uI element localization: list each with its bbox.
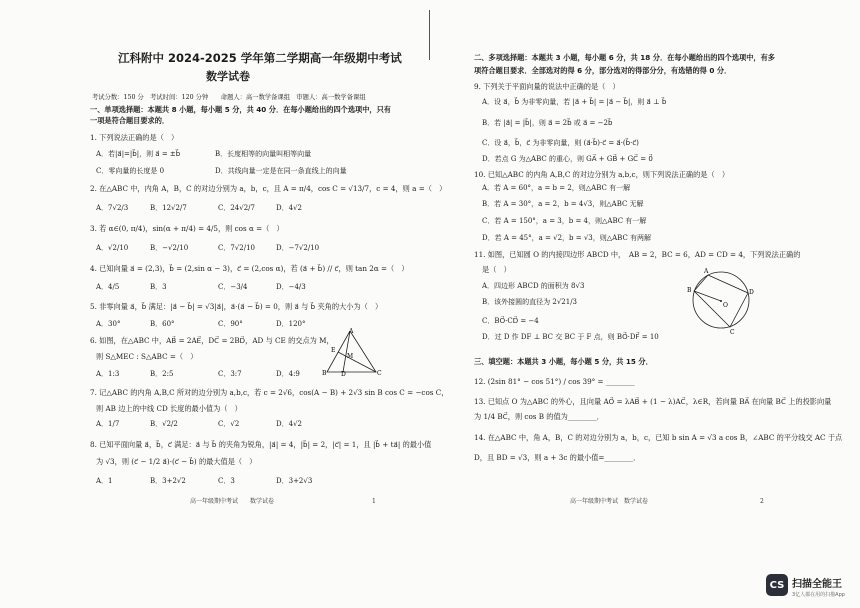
q11-option-b: B．该外接圆的直径为 2√21/3 [482,298,578,306]
q9-option-b: B．若 |a⃗| = |b⃗|，则 a⃗ = 2b⃗ 或 a⃗ = −2b⃗ [482,119,613,127]
camscanner-name: 扫描全能王 [792,579,842,590]
q2-option-a: A．7√2/3 [96,204,129,212]
page-1-number: 1 [372,498,376,505]
q11-option-c: C．BO⃗·CD⃗ = −4 [482,317,539,325]
label-b: B [687,287,692,294]
label-a: A [704,268,709,275]
q5-option-c: C．90° [218,320,243,328]
label-e: E [331,347,336,354]
q7-option-b: B．√2/2 [150,420,178,428]
q6-option-a: A．1:3 [96,370,120,378]
section-1-heading: 一、单项选择题：本题共 8 小题，每小题 5 分，共 40 分．在每小题给出的四个选项中，只有 [90,105,391,114]
q1-option-a: A．若|a⃗|=|b⃗|，则 a⃗ = ±b⃗ [96,150,181,158]
q5-option-a: A．30° [96,320,121,328]
q11-option-a: A．四边形 ABCD 的面积为 8√3 [482,282,585,290]
question-4: 4. 已知向量 a⃗ = (2,3)，b⃗ = (2,sin α − 3)，c⃗ = (2,cos α)，若 (a⃗ + b⃗) // c⃗，则 tan 2α =（ ） [90,264,409,273]
q8-option-b: B．3+2√2 [150,477,186,485]
camscanner-tagline: 3亿人都在用的扫描App [792,592,845,598]
page-2-footer: 高一年级期中考试 数学试卷 [570,498,649,505]
question-7-cont: 则 AB 边上的中线 CD 长度的最小值为（ ） [96,404,242,413]
q4-option-d: D．−4/3 [276,283,306,291]
question-3: 3. 若 α∈(0, π/4)，sin(α + π/4) = 4/5，则 cos α =（ ） [90,224,284,233]
q2-option-b: B．12√2/7 [150,204,187,212]
page-1-footer: 高一年级期中考试 数学试卷 [190,498,275,505]
label-m: M [347,353,354,360]
exam-page-2 [430,0,860,608]
q9-option-d: D．若点 G 为△ABC 的重心，则 GA⃗ + GB⃗ + GC⃗ = 0⃗ [482,155,653,163]
center-point-o [720,300,722,302]
section-2-heading: 二、多项选择题：本题共 3 小题，每小题 6 分，共 18 分．在每小题给出的四个选项中，有多 [474,53,775,62]
q6-option-b: B．2:5 [150,370,174,378]
exam-title: 江科附中 2024-2025 学年第二学期高一年级期中考试 [118,51,402,65]
q10-option-b: B．若 A = 30°，a = 2，b = 4√3，则△ABC 无解 [482,200,644,208]
q1-option-c: C．零向量的长度是 0 [96,167,165,175]
question-2: 2. 在△ABC 中，内角 A，B，C 的对边分别为 a，b，c，且 A = π/4，cos C = √13/7，c = 4，则 a =（ ） [90,184,447,193]
question-1: 1. 下列说法正确的是（ ） [90,133,179,142]
q8-option-d: D．3+2√3 [276,477,313,485]
q7-option-c: C．√2 [218,420,240,428]
q9-option-c: C．设 a⃗，b⃗，c⃗ 为非零向量，则 (a⃗·b⃗)·c⃗ = a⃗·(b⃗·c⃗) [482,139,639,147]
q11-option-d: D．过 D 作 DF ⊥ BC 交 BC 于 F 点，则 BO⃗·DF⃗ = 10 [482,333,659,341]
q1-option-b: B．长度相等的向量叫相等向量 [215,150,312,158]
exam-subtitle: 数学试卷 [206,70,250,83]
question-12: 12. (2sin 81° − cos 51°) / cos 39° = ________ [474,377,635,386]
question-6-cont: 则 S△MEC : S△ABC =（ ） [96,352,198,361]
camscanner-logo-icon: CS [766,574,788,596]
q10-option-c: C．若 A = 150°，a = 3，b = 4，则△ABC 有一解 [482,217,647,225]
label-b: B [322,370,327,376]
question-10: 10. 已知△ABC 的内角 A,B,C 的对边分别为 a,b,c，则下列说法正确的是（ ） [474,170,730,179]
section-1-heading-cont: 一项是符合题目要求的． [90,116,170,125]
question-14: 14. 在△ABC 中，角 A，B，C 的对边分别为 a，b，c，已知 b sin A = √3 a cos B，∠ABC 的平分线交 AC 于点 [474,433,843,442]
q8-option-a: A．1 [96,477,113,485]
question-13: 13. 已知点 O 为△ABC 的外心，且向量 AO⃗ = λAB⃗ + (1 − λ)AC⃗，λ∈R，若向量 BA⃗ 在向量 BC⃗ 上的投影向量 [474,397,832,406]
q3-option-b: B．−√2/10 [150,244,189,252]
label-c: C [377,370,382,376]
label-c: C [730,329,735,335]
question-5: 5. 非零向量 a⃗，b⃗ 满足：|a⃗ − b⃗| = √3|a⃗|，a⃗·(a⃗ − b⃗) = 0，则 a⃗ 与 b⃗ 夹角的大小为（ ） [90,302,383,311]
page-2-number: 2 [760,498,764,505]
section-2-heading-cont: 项符合题目要求．全部选对的得 6 分，部分选对的得部分分，有选错的得 0 分． [474,66,732,75]
question-13-cont: 为 1/4 BC⃗，则 cos B 的值为________． [474,412,604,421]
q2-option-d: D．4√2 [276,204,302,212]
question-11: 11. 如图，已知圆 O 的内接四边形 ABCD 中， AB = 2，BC = 6，AD = CD = 4，下列说法正确的 [474,250,801,259]
q3-option-c: C．7√2/10 [218,244,255,252]
q6-option-d: D．4:9 [276,370,300,378]
label-d: D [341,371,346,376]
q5-option-d: D．120° [276,320,306,328]
question-14-cont: D，且 BD = √3，则 a + 3c 的最小值=________． [474,453,641,462]
q6-option-c: C．3:7 [218,370,242,378]
question-7: 7. 记△ABC 的内角 A,B,C 所对的边分别为 a,b,c，若 c = 2√6，cos(A − B) + 2√3 sin B cos C = −cos C， [90,388,449,397]
question-6: 6. 如图，在△ABC 中，AB⃗ = 2AE⃗，DC⃗ = 2BD⃗，AD 与 CE 的交点为 M， [90,336,334,345]
q10-option-a: A．若 A = 60°，a = b = 2，则△ABC 有一解 [482,184,631,192]
label-a: A [349,328,354,335]
segment-bo [694,291,721,301]
question-8-cont: 为 √3，则 (c⃗ − 1/2 a⃗)·(c⃗ − b⃗) 的最大值是（ ） [96,457,257,466]
q8-option-c: C．3 [218,477,235,485]
q4-option-b: B．3 [150,283,167,291]
q4-option-a: A．4/5 [96,283,120,291]
q1-option-d: D．共线向量一定是在同一条直线上的向量 [215,167,347,175]
q10-option-d: D．若 A = 45°，a = √2，b = √3，则△ABC 有两解 [482,234,652,242]
q7-option-d: D．4√2 [276,420,302,428]
q5-option-b: B．60° [150,320,175,328]
q3-option-a: A．√2/10 [96,244,129,252]
q9-option-a: A．设 a⃗，b⃗ 为非零向量，若 |a⃗ + b⃗| = |a⃗ − b⃗|，则 a⃗ ⊥ b⃗ [482,98,667,106]
question-9: 9. 下列关于平面向量的说法中正确的是（ ） [474,82,620,91]
q7-option-a: A．1/7 [96,420,120,428]
exam-meta: 考试分数：150 分 考试时间：120 分钟 命题人：高一数学备课组 审题人：高一数学备课组 [92,94,366,101]
q2-option-c: C．24√2/7 [218,204,255,212]
question-11-cont: 是（ ） [482,265,511,274]
section-3-heading: 三、填空题：本题共 3 小题，每小题 5 分，共 15 分． [474,357,653,366]
circle-figure-q11 [686,265,756,335]
question-8: 8. 已知平面向量 a⃗，b⃗，c⃗ 满足：a⃗ 与 b⃗ 的夹角为锐角，|a⃗| = 4，|b⃗| = 2，|c⃗| = 1，且 |b⃗ + ta⃗| 的最小值 [90,440,432,449]
q4-option-c: C．−3/4 [218,283,248,291]
label-o: O [723,302,728,309]
label-d: D [749,289,754,296]
q3-option-d: D．−7√2/10 [276,244,320,252]
triangle-figure-q6 [322,328,382,376]
